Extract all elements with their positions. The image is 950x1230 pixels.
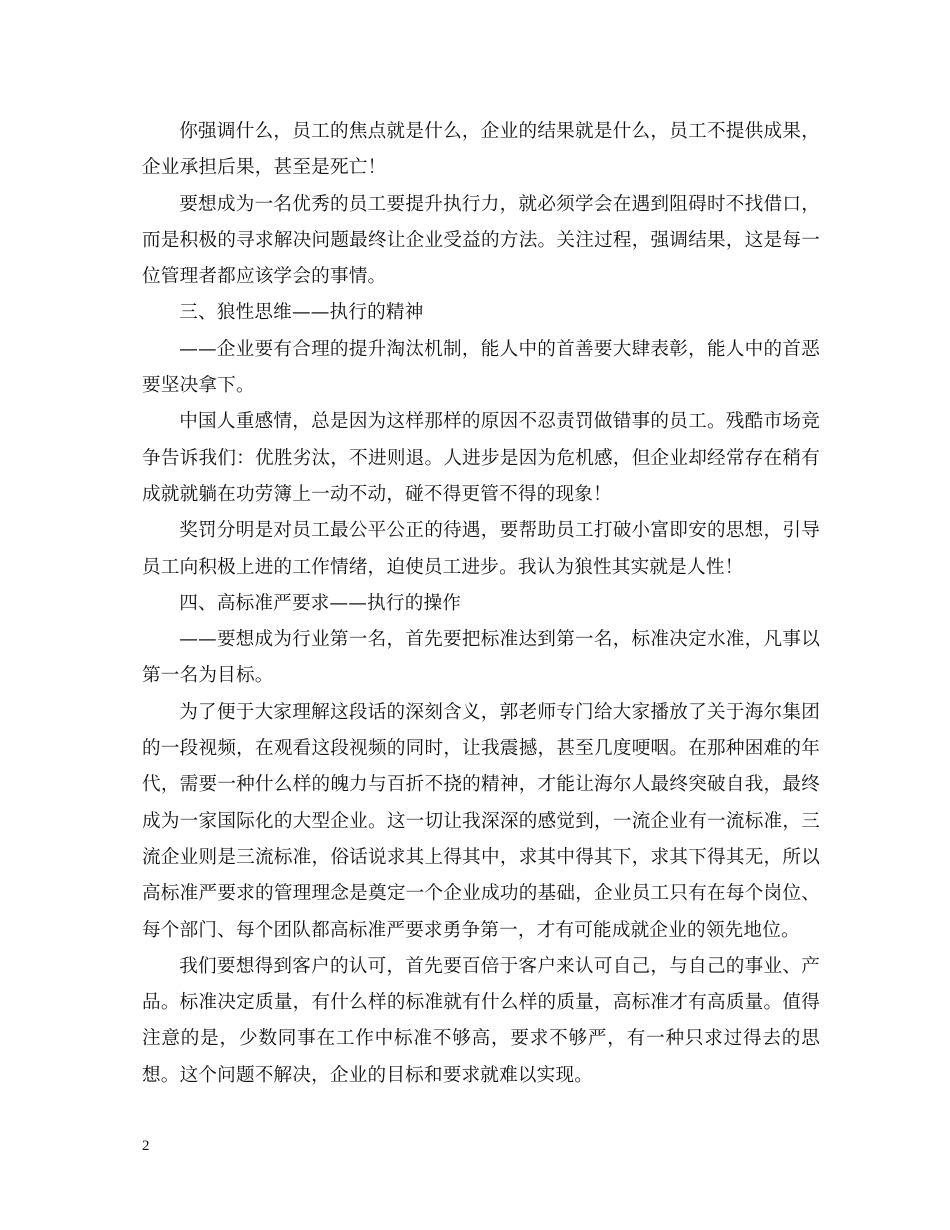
document-body [142, 114, 820, 1094]
paragraph: 我们要想得到客户的认可，首先要百倍于客户来认可自己，与自己的事业、产品。标准决定质量，有什么样的标准就有什么样的质量，高标准才有高质量。值得注意的是，少数同事在工作中标准不够高，要求不够严，有一种只求过得去的思想。这个问题不解决，企业的目标和要求就难以实现。 [142, 955, 820, 1086]
section-heading: 三、狼性思维——执行的精神 [179, 302, 424, 324]
page-number: 2 [142, 1138, 150, 1154]
paragraph: 你强调什么，员工的焦点就是什么，企业的结果就是什么，员工不提供成果，企业承担后果，甚至是死亡！ [142, 121, 820, 179]
paragraph: 为了便于大家理解这段话的深刻含义，郭老师专门给大家播放了关于海尔集团的一段视频，在观看这段视频的同时，让我震撼，甚至几度哽咽。在那种困难的年代，需要一种什么样的魄力与百折不挠的精神，才能让海尔人最终突破自我，最终成为一家国际化的大型企业。这一切让我深深的感觉到，一流企业有一流标准，三流企业则是三流标准，俗话说求其上得其中，求其中得其下，求其下得其无，所以高标准严要求的管理理念是奠定一个企业成功的基础，企业员工只有在每个岗位、每个部门、每个团队都高标准严要求勇争第一，才有可能成就企业的领先地位。 [142, 701, 820, 941]
section-heading: 四、高标准严要求——执行的操作 [179, 592, 462, 614]
paragraph: 奖罚分明是对员工最公平公正的待遇，要帮助员工打破小富即安的思想，引导员工向积极上进的工作情绪，迫使员工进步。我认为狼性其实就是人性！ [142, 520, 820, 578]
paragraph: 中国人重感情，总是因为这样那样的原因不忍责罚做错事的员工。残酷市场竞争告诉我们：优胜劣汰，不进则退。人进步是因为危机感，但企业却经常存在稍有成就就躺在功劳簿上一动不动，碰不得更管不得的现象！ [142, 411, 820, 505]
paragraph: ——要想成为行业第一名，首先要把标准达到第一名，标准决定水准，凡事以第一名为目标。 [142, 629, 820, 687]
paragraph: 要想成为一名优秀的员工要提升执行力，就必须学会在遇到阻碍时不找借口，而是积极的寻求解决问题最终让企业受益的方法。关注过程，强调结果，这是每一位管理者都应该学会的事情。 [142, 193, 820, 288]
paragraph: ——企业要有合理的提升淘汰机制，能人中的首善要大肆表彰，能人中的首恶要坚决拿下。 [142, 338, 820, 397]
